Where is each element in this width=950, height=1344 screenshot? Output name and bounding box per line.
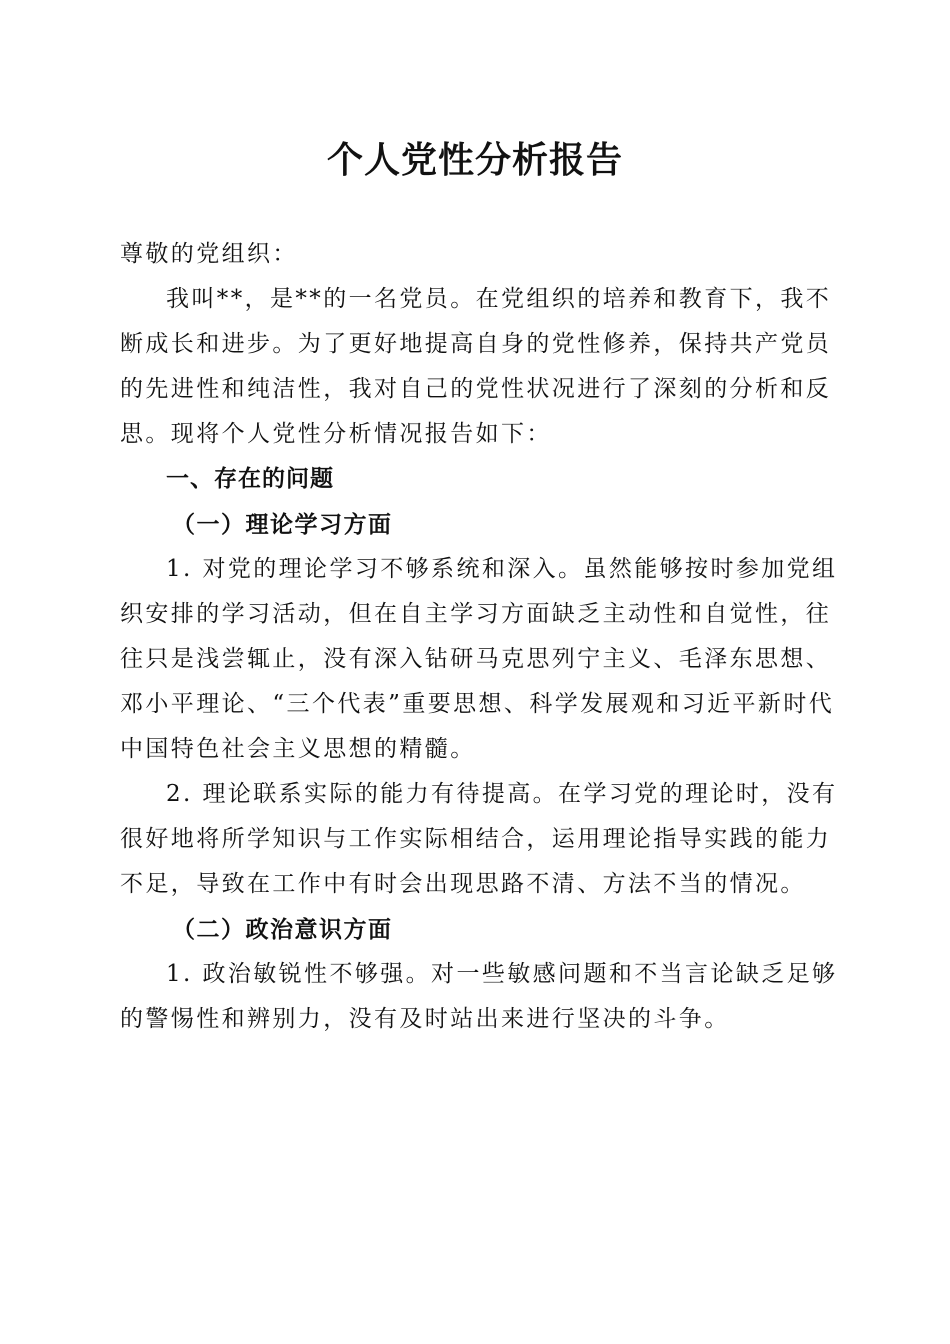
theory-study-item-1: 1. 对党的理论学习不够系统和深入。虽然能够按时参加党组织安排的学习活动，但在自主学习方面缺乏主动性和自觉性，往往只是浅尝辄止，没有深入钻研马克思列宁主义、毛泽东思想、邓小平理论、“三个代表”重要思想、科学发展观和习近平新时代中国特色社会主义思想的精髓。 <box>120 556 838 762</box>
section-heading-problems: 一、存在的问题 <box>166 466 334 492</box>
intro-paragraph: 我叫**，是**的一名党员。在党组织的培养和教育下，我不断成长和进步。为了更好地提高自身的党性修养，保持共产党员的先进性和纯洁性，我对自己的党性状况进行了深刻的分析和反思。现将个人党性分析情况报告如下： <box>120 286 832 447</box>
salutation: 尊敬的党组织： <box>120 241 298 267</box>
subsection-heading-political-awareness: （二）政治意识方面 <box>172 916 393 943</box>
subsection-heading-theory-study: （一）理论学习方面 <box>172 511 393 538</box>
theory-study-item-2: 2. 理论联系实际的能力有待提高。在学习党的理论时，没有很好地将所学知识与工作实际相结合，运用理论指导实践的能力不足，导致在工作中有时会出现思路不清、方法不当的情况。 <box>120 781 838 897</box>
document-body <box>120 232 840 1042</box>
political-awareness-item-1: 1. 政治敏锐性不够强。对一些敏感问题和不当言论缺乏足够的警惕性和辨别力，没有及时站出来进行坚决的斗争。 <box>120 961 838 1032</box>
document-title: 个人党性分析报告 <box>326 139 623 181</box>
